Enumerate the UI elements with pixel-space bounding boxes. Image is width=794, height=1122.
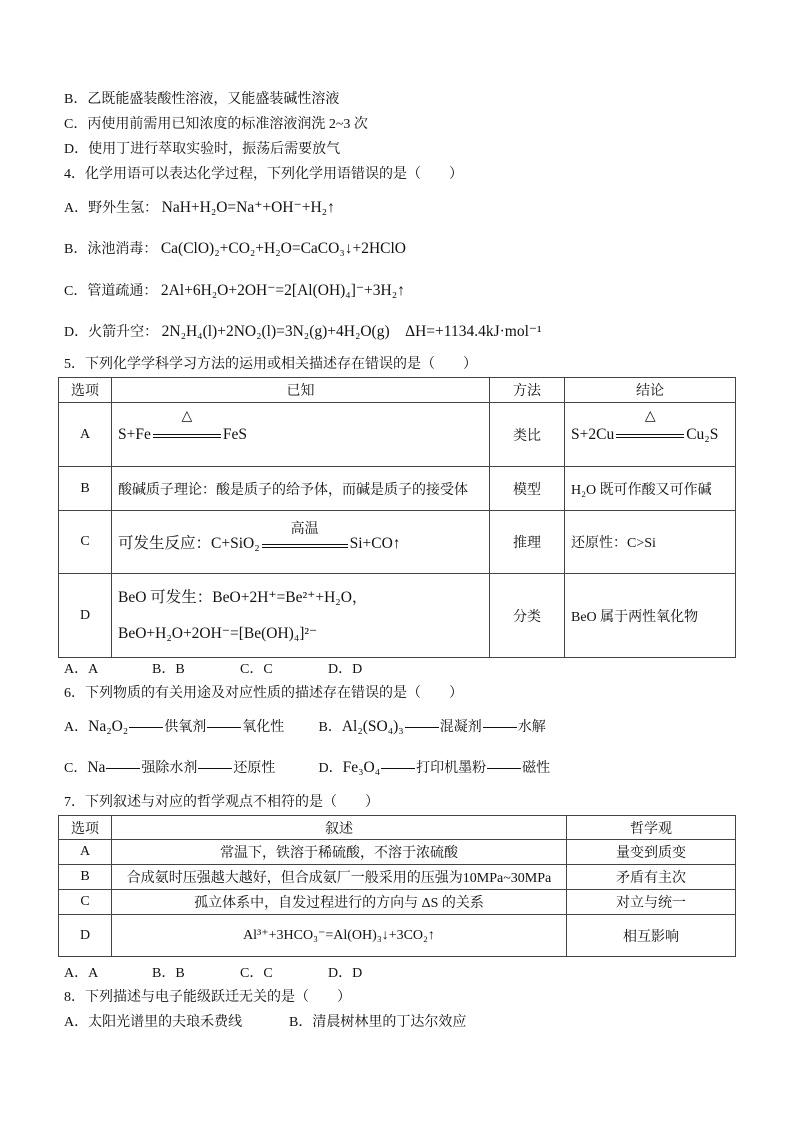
answer-option: B．B (152, 662, 185, 677)
q4-option-b-label: B．泳池消毒： (64, 242, 158, 257)
q4-option-d (64, 322, 542, 343)
table-header-row (59, 378, 736, 403)
row-philosophy: 矛盾有主次 (567, 865, 736, 890)
q3-option-d: D．使用丁进行萃取实验时，振荡后需要放气 (64, 142, 341, 157)
q4-option-d-label: D．火箭升空： (64, 325, 159, 340)
q6-option-b-substance: Al₂(SO₄)₃ (341, 718, 404, 735)
q6-option-a-label: A． (64, 720, 89, 735)
q6-options-row-2 (64, 758, 550, 779)
table-row (59, 467, 736, 511)
row-option: B (59, 467, 112, 511)
row-option: C (59, 890, 112, 915)
reaction-condition-arrow (616, 409, 684, 442)
row-description: Al³⁺+3HCO₃⁻=Al(OH)₃↓+3CO₂↑ (112, 915, 567, 957)
q4-option-c (64, 281, 405, 302)
row-description: 常温下，铁溶于稀硫酸，不溶于浓硫酸 (112, 840, 567, 865)
answer-option: D．D (328, 662, 363, 677)
q6-option-d-label: D． (318, 761, 343, 776)
row-method: 类比 (490, 403, 565, 467)
q4-option-a-equation: NaH+H₂O=Na⁺+OH⁻+H₂↑ (161, 199, 335, 216)
row-philosophy: 对立与统一 (567, 890, 736, 915)
table-row (59, 403, 736, 467)
equation-left: 可发生反应：C+SiO₂ (118, 535, 260, 552)
q8-option-a: A．太阳光谱里的夫琅禾费线 (64, 1015, 243, 1030)
row-known (112, 403, 490, 467)
row-option: B (59, 865, 112, 890)
q8-option-b: B．清晨树林里的丁达尔效应 (289, 1015, 467, 1030)
q6-option-a-use: 供氧剂 (164, 720, 207, 735)
q6-option-d-substance: Fe₃O₄ (342, 759, 381, 776)
condition-label: 高温 (290, 521, 319, 537)
q4-option-d-equation: 2N₂H₄(l)+2NO₂(l)=3N₂(g)+4H₂O(g) ΔH=+1134.4kJ·mol⁻¹ (161, 323, 542, 340)
reaction-condition-arrow (153, 409, 221, 442)
condition-label: △ (644, 409, 656, 425)
q6-option-b-label: B． (318, 720, 342, 735)
header-conclusion: 结论 (565, 378, 736, 403)
q6-option-c-use: 强除水剂 (141, 761, 198, 776)
q6-option-b-use: 混凝剂 (439, 720, 482, 735)
row-description: 孤立体系中，自发过程进行的方向与 ΔS 的关系 (112, 890, 567, 915)
row-option: C (59, 511, 112, 574)
q4-option-b (64, 239, 406, 260)
q7-answer-options (64, 964, 362, 984)
row-philosophy: 相互影响 (567, 915, 736, 957)
header-method: 方法 (490, 378, 565, 403)
q6-option-a-substance: Na₂O₂ (88, 718, 129, 735)
equation-right: Cu₂S (686, 425, 719, 443)
q3-option-b: B．乙既能盛装酸性溶液，又能盛装碱性溶液 (64, 92, 340, 107)
equation-line-2: BeO+H₂O+2OH⁻=[Be(OH)₄]²⁻ (118, 624, 318, 642)
row-conclusion: 还原性：C>Si (565, 511, 736, 574)
header-description: 叙述 (112, 816, 567, 840)
answer-option: A．A (64, 966, 99, 981)
row-method: 模型 (490, 467, 565, 511)
row-conclusion (565, 403, 736, 467)
table-row (59, 890, 736, 915)
row-conclusion: BeO 属于两性氧化物 (565, 574, 736, 658)
q6-options-row-1 (64, 717, 546, 738)
row-option: D (59, 915, 112, 957)
table-row (59, 840, 736, 865)
equation-left: S+2Cu (571, 425, 615, 443)
q6-option-d-property: 磁性 (522, 761, 551, 776)
row-known (112, 574, 490, 658)
q5-table (58, 377, 736, 658)
row-philosophy: 量变到质变 (567, 840, 736, 865)
answer-option: D．D (328, 966, 363, 981)
header-option: 选项 (59, 378, 112, 403)
header-option: 选项 (59, 816, 112, 840)
row-known: 酸碱质子理论：酸是质子的给予体，而碱是质子的接受体 (112, 467, 490, 511)
q7-table (58, 815, 736, 957)
q6-stem: 6．下列物质的有关用途及对应性质的描述存在错误的是（ ） (64, 686, 463, 701)
q6-option-c-substance: Na (87, 759, 106, 776)
table-row (59, 915, 736, 957)
header-known: 已知 (112, 378, 490, 403)
equation-right: FeS (222, 425, 247, 443)
condition-label: △ (181, 409, 193, 425)
row-known (112, 511, 490, 574)
q4-option-b-equation: Ca(ClO)₂+CO₂+H₂O=CaCO₃↓+2HClO (160, 240, 407, 257)
answer-option: A．A (64, 662, 99, 677)
answer-option: C．C (240, 966, 273, 981)
q7-stem: 7．下列叙述与对应的哲学观点不相符的是（ ） (64, 795, 379, 810)
table-row (59, 865, 736, 890)
equation-right: Si+CO↑ (349, 535, 401, 552)
q4-stem: 4．化学用语可以表达化学过程，下列化学用语错误的是（ ） (64, 167, 463, 182)
row-option: A (59, 403, 112, 467)
row-description: 合成氨时压强越大越好，但合成氨厂一般采用的压强为10MPa~30MPa (112, 865, 567, 890)
reaction-condition-arrow (262, 521, 348, 552)
q8-stem: 8．下列描述与电子能级跃迁无关的是（ ） (64, 990, 351, 1005)
q6-option-d-use: 打印机墨粉 (416, 761, 487, 776)
q4-option-c-label: C．管道疏通： (64, 284, 158, 299)
equation-left: S+Fe (118, 425, 151, 443)
q4-option-a-label: A．野外生氢： (64, 201, 159, 216)
q6-option-c-property: 还原性 (233, 761, 276, 776)
q6-option-a-property: 氧化性 (242, 720, 285, 735)
q4-option-a (64, 198, 335, 219)
q6-option-c-label: C． (64, 761, 88, 776)
q5-stem: 5．下列化学学科学习方法的运用或相关描述存在错误的是（ ） (64, 357, 477, 372)
q8-options (64, 1013, 466, 1033)
header-philosophy: 哲学观 (567, 816, 736, 840)
answer-option: C．C (240, 662, 273, 677)
answer-option: B．B (152, 966, 185, 981)
q5-answer-options (64, 660, 362, 680)
row-method: 分类 (490, 574, 565, 658)
row-conclusion: H₂O 既可作酸又可作碱 (565, 467, 736, 511)
row-method: 推理 (490, 511, 565, 574)
q3-option-c: C．丙使用前需用已知浓度的标准溶液润洗 2~3 次 (64, 117, 368, 132)
table-row (59, 574, 736, 658)
equation-line-1: BeO 可发生：BeO+2H⁺=Be²⁺+H₂O， (118, 588, 368, 606)
row-option: A (59, 840, 112, 865)
table-header-row (59, 816, 736, 840)
table-row (59, 511, 736, 574)
q4-option-c-equation: 2Al+6H₂O+2OH⁻=2[Al(OH)₄]⁻+3H₂↑ (160, 282, 405, 299)
row-option: D (59, 574, 112, 658)
q6-option-b-property: 水解 (517, 720, 546, 735)
